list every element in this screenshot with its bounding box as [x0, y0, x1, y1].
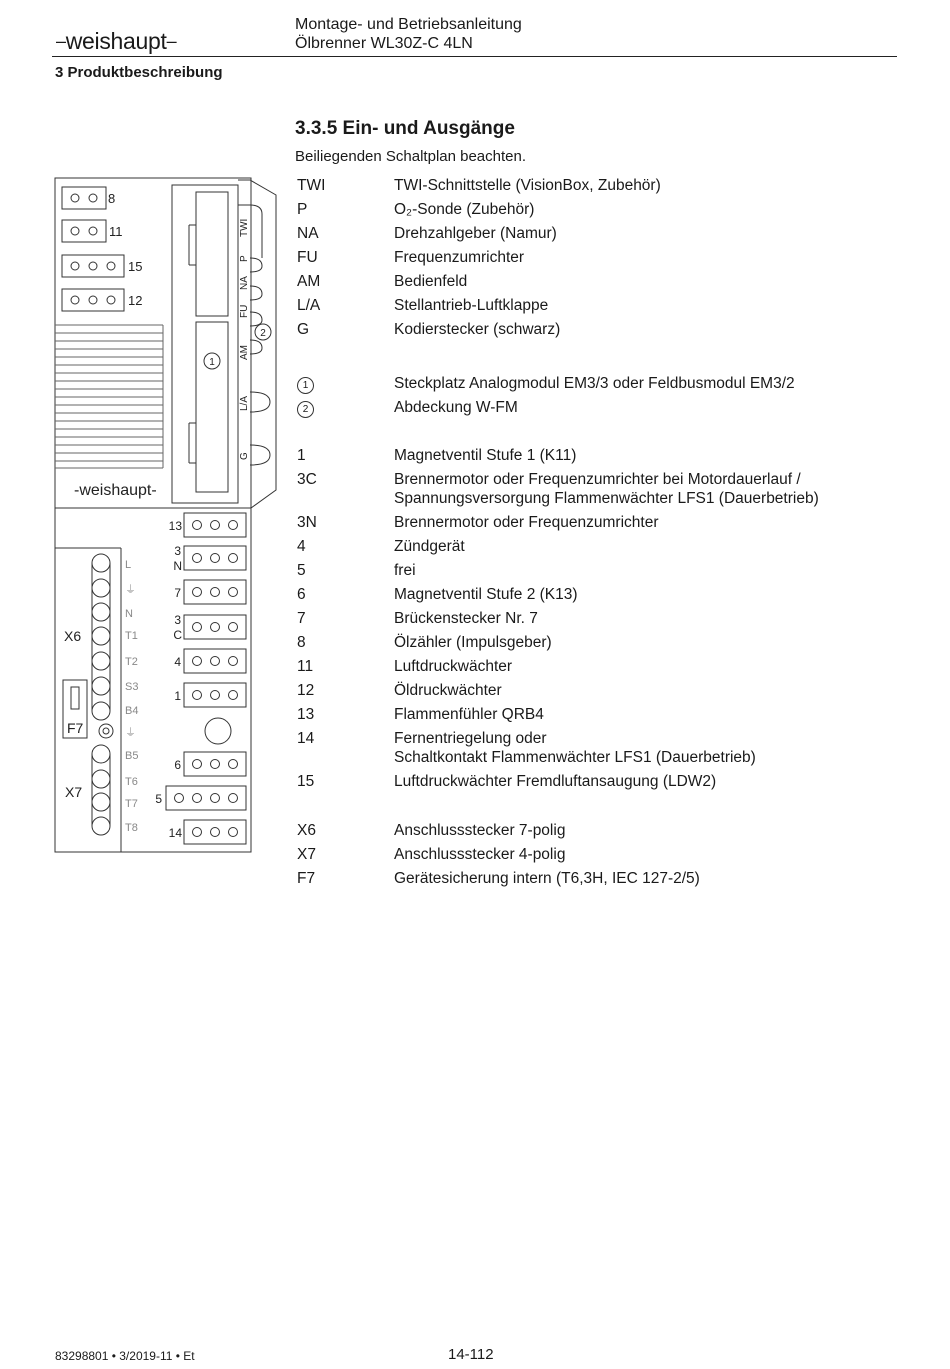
legend-desc-line2: Spannungsversorgung Flammenwächter LFS1 (Dauerbetrieb): [394, 490, 819, 507]
legend-desc: Luftdruckwächter: [394, 658, 513, 675]
legend-desc: Brennermotor oder Frequenzumrichter bei Motordauerlauf /: [394, 471, 801, 488]
legend-code: 13: [297, 706, 315, 723]
legend-code: X6: [297, 822, 316, 839]
section-intro: Beiliegenden Schaltplan beachten.: [295, 148, 527, 165]
legend-desc: Anschlussstecker 4-polig: [394, 846, 566, 863]
legend-desc: Drehzahlgeber (Namur): [394, 225, 557, 242]
terminal-t8: T8: [125, 822, 138, 834]
footer-doc-number: 83298801 • 3/2019-11 • Et: [55, 1349, 195, 1363]
legend-desc: Brennermotor oder Frequenzumrichter: [394, 514, 659, 531]
legend-circled-code: 2: [297, 401, 314, 418]
section-title: 3.3.5 Ein- und Ausgänge: [295, 118, 515, 139]
legend-desc: Steckplatz Analogmodul EM3/3 oder Feldbusmodul EM3/2: [394, 375, 795, 392]
rc-label-3c-a: 3: [174, 613, 181, 627]
terminal-t2: T2: [125, 656, 138, 668]
legend-desc: Zündgerät: [394, 538, 465, 555]
side-label-la: L/A: [239, 395, 250, 411]
terminal-pe-2: ⏚: [125, 727, 136, 739]
side-label-na: NA: [239, 276, 250, 290]
connector-label-15: 15: [128, 259, 143, 274]
callout-1: [204, 353, 220, 369]
rc-label-14: 14: [168, 826, 182, 840]
legend-desc: Stellantrieb-Luftklappe: [394, 297, 549, 314]
rc-label-13: 13: [168, 519, 182, 533]
legend-code: 6: [297, 586, 306, 603]
plug-label-x6: X6: [64, 628, 82, 644]
legend-desc: O₂-Sonde (Zubehör): [394, 201, 535, 218]
terminal-s3: S3: [125, 681, 139, 693]
side-label-g: G: [239, 452, 250, 460]
callout-1-label: 1: [209, 357, 215, 368]
legend-code: FU: [297, 249, 318, 266]
legend-desc: Ölzähler (Impulsgeber): [394, 634, 552, 651]
legend-code: 7: [297, 610, 306, 627]
rc-label-3n-a: 3: [174, 544, 181, 558]
legend-code: 8: [297, 634, 306, 651]
earth-screw: [99, 724, 113, 738]
connector-11: [62, 220, 106, 242]
terminal-t6: T6: [125, 776, 138, 788]
legend-code: TWI: [297, 177, 326, 194]
legend-desc: Öldruckwächter: [394, 682, 502, 699]
legend-desc: Brückenstecker Nr. 7: [394, 610, 538, 627]
legend-desc: Gerätesicherung intern (T6,3H, IEC 127-2/5): [394, 870, 700, 887]
legend-code: L/A: [297, 297, 321, 314]
rc-label-3n-b: N: [173, 559, 182, 573]
module-slot-lower: [196, 322, 228, 492]
legend-desc: Magnetventil Stufe 2 (K13): [394, 586, 578, 603]
footer-page-number: 14-112: [448, 1346, 494, 1363]
heatsink-fins: [55, 325, 163, 468]
legend-desc: Magnetventil Stufe 1 (K11): [394, 447, 577, 464]
side-label-twi: TWI: [239, 218, 250, 237]
callout-2-label: 2: [260, 328, 266, 339]
legend-code: X7: [297, 846, 316, 863]
terminal-pe-1: ⏚: [125, 584, 136, 596]
rc-label-7: 7: [174, 586, 181, 600]
legend-desc: Anschlussstecker 7-polig: [394, 822, 566, 839]
terminal-t1: T1: [125, 630, 138, 642]
terminal-l: L: [125, 559, 132, 571]
chapter-heading: 3 Produktbeschreibung: [55, 64, 223, 81]
legend-desc: Flammenfühler QRB4: [394, 706, 544, 723]
legend-code: F7: [297, 870, 316, 887]
side-label-fu: FU: [239, 304, 250, 318]
document-title: [295, 15, 522, 53]
side-label-am: AM: [239, 345, 250, 360]
terminal-n: N: [125, 608, 133, 620]
terminal-b5: B5: [125, 750, 139, 762]
rc-label-3c-b: C: [173, 628, 182, 642]
legend-code: P: [297, 201, 308, 218]
connector-label-11: 11: [109, 224, 123, 239]
legend-code: 3N: [297, 514, 317, 531]
callout-2: [255, 324, 271, 340]
legend-desc: Frequenzumrichter: [394, 249, 525, 266]
legend-code: 12: [297, 682, 315, 699]
legend-code: 5: [297, 562, 306, 579]
connector-8: [62, 187, 106, 209]
rc-label-5: 5: [155, 792, 162, 806]
round-port: [205, 718, 231, 744]
connector-pins: [71, 194, 115, 304]
connection-diagram: [0, 0, 300, 870]
legend-desc: Luftdruckwächter Fremdluftansaugung (LDW2): [394, 773, 717, 790]
side-label-p: P: [239, 255, 250, 262]
rc-label-6: 6: [174, 758, 181, 772]
legend-code: 3C: [297, 471, 317, 488]
plug-label-x7: X7: [65, 784, 83, 800]
fuse-label-f7: F7: [67, 720, 84, 736]
legend-desc: Bedienfeld: [394, 273, 468, 290]
legend-desc: TWI-Schnittstelle (VisionBox, Zubehör): [394, 177, 661, 194]
legend-circled-code: 1: [297, 377, 314, 394]
document-title-line2: Ölbrenner WL30Z-C 4LN: [295, 35, 473, 52]
legend-code: 14: [297, 730, 315, 747]
legend-desc: frei: [394, 562, 416, 579]
legend-code: 4: [297, 538, 306, 555]
legend-desc: Fernentriegelung oder: [394, 730, 547, 747]
module-slot-upper: [196, 192, 228, 316]
terminal-t7: T7: [125, 798, 138, 810]
legend-desc-line2: Schaltkontakt Flammenwächter LFS1 (Dauerbetrieb): [394, 749, 756, 766]
device-logo: -weishaupt-: [74, 482, 157, 499]
legend-code: NA: [297, 225, 319, 242]
legend-code: AM: [297, 273, 321, 290]
plug-terminals: [92, 554, 110, 835]
connector-label-12: 12: [128, 293, 143, 308]
legend-code: 1: [297, 447, 306, 464]
legend-code: 11: [297, 658, 314, 675]
legend-desc: Kodierstecker (schwarz): [394, 321, 561, 338]
document-title-line1: Montage- und Betriebsanleitung: [295, 16, 522, 33]
rc-label-1: 1: [174, 689, 181, 703]
legend-code: G: [297, 321, 310, 338]
weishaupt-logo: –weishaupt–: [56, 28, 177, 54]
legend-desc: Abdeckung W-FM: [394, 399, 518, 416]
terminal-b4: B4: [125, 705, 139, 717]
legend-code: 15: [297, 773, 315, 790]
device-outline: [55, 178, 251, 852]
rc-label-4: 4: [174, 655, 181, 669]
connector-label-8: 8: [108, 191, 116, 206]
